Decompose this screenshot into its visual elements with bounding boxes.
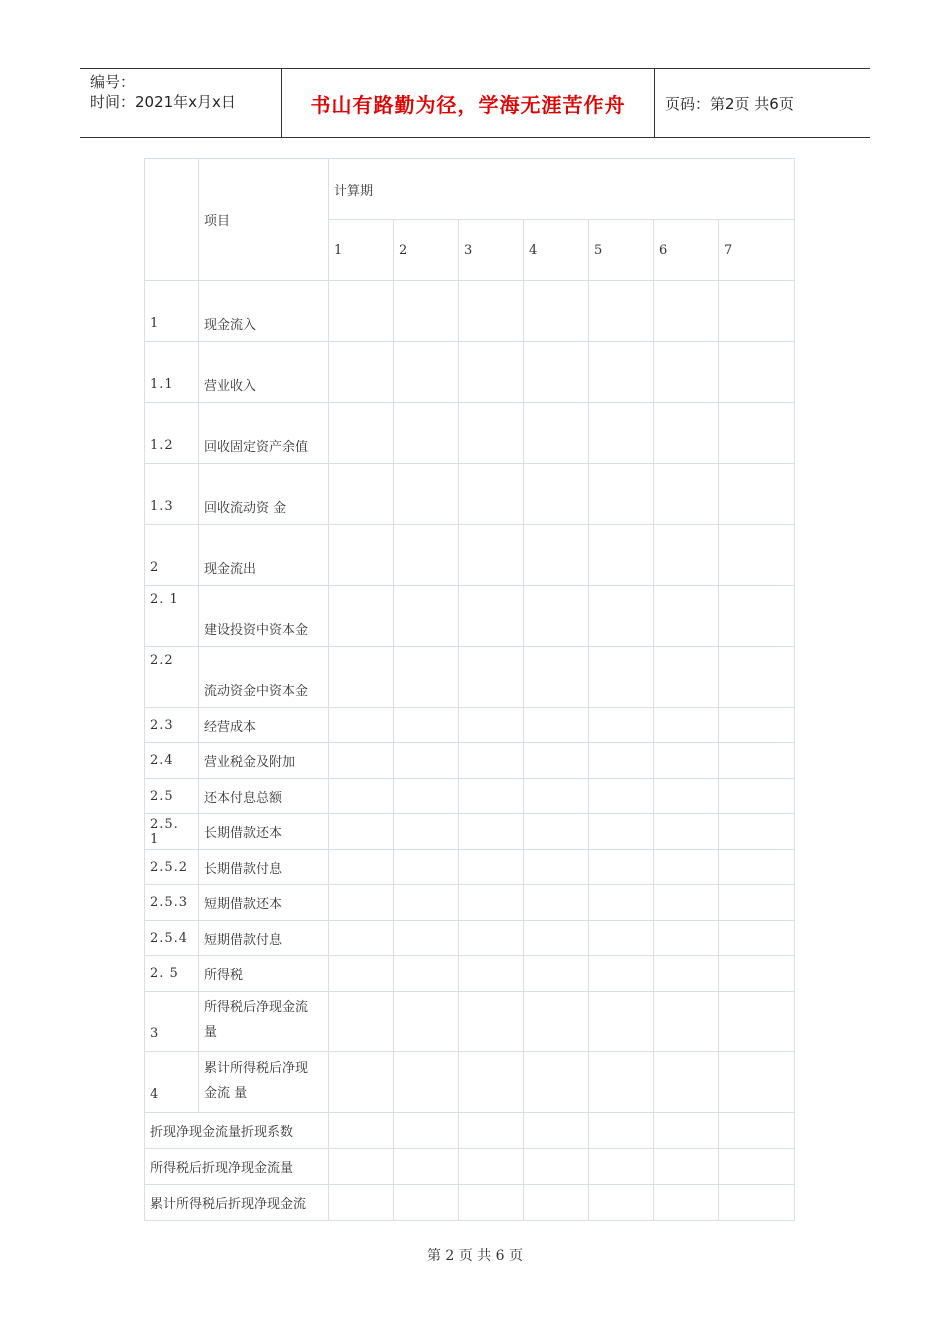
row-number: 2.5.2 <box>145 850 199 885</box>
value-cell[interactable] <box>459 403 524 464</box>
value-cell[interactable] <box>589 342 654 403</box>
row-number: 2.5 <box>145 779 199 814</box>
page-header <box>80 68 870 138</box>
row-item-name: 还本付息总额 <box>199 779 329 814</box>
value-cell[interactable] <box>654 1149 719 1185</box>
value-cell[interactable] <box>459 1113 524 1149</box>
value-cell[interactable] <box>459 647 524 708</box>
value-cell[interactable] <box>524 814 589 850</box>
value-cell[interactable] <box>394 586 459 647</box>
value-cell[interactable] <box>329 779 394 814</box>
value-cell[interactable] <box>589 525 654 586</box>
row-item-name: 所得税 <box>199 956 329 992</box>
row-item-name: 流动资金中资本金 <box>199 647 329 708</box>
row-item-name: 长期借款还本 <box>199 814 329 850</box>
period-col-2: 2 <box>394 220 459 281</box>
value-cell[interactable] <box>459 921 524 956</box>
value-cell[interactable] <box>719 281 795 342</box>
table-row <box>145 885 795 921</box>
row-item-name: 营业税金及附加 <box>199 743 329 779</box>
value-cell[interactable] <box>719 708 795 743</box>
table-row <box>145 464 795 525</box>
summary-label: 折现净现金流量折现系数 <box>145 1113 329 1149</box>
value-cell[interactable] <box>329 647 394 708</box>
value-cell[interactable] <box>459 281 524 342</box>
value-cell[interactable] <box>394 956 459 992</box>
value-cell[interactable] <box>719 956 795 992</box>
value-cell[interactable] <box>589 956 654 992</box>
value-cell[interactable] <box>394 525 459 586</box>
row-number: 2. 1 <box>145 586 199 647</box>
row-number: 2.5.3 <box>145 885 199 921</box>
value-cell[interactable] <box>459 1149 524 1185</box>
period-col-1: 1 <box>329 220 394 281</box>
value-cell[interactable] <box>394 1113 459 1149</box>
value-cell[interactable] <box>329 956 394 992</box>
document-date: 时间：2021年x月x日 <box>90 93 236 111</box>
value-cell[interactable] <box>719 1113 795 1149</box>
value-cell[interactable] <box>524 464 589 525</box>
summary-row <box>145 1185 795 1221</box>
value-cell[interactable] <box>394 992 459 1052</box>
row-number: 2 <box>145 525 199 586</box>
table-row <box>145 708 795 743</box>
value-cell[interactable] <box>524 342 589 403</box>
value-cell[interactable] <box>589 1185 654 1221</box>
value-cell[interactable] <box>719 586 795 647</box>
value-cell[interactable] <box>654 956 719 992</box>
value-cell[interactable] <box>719 921 795 956</box>
value-cell[interactable] <box>459 1185 524 1221</box>
value-cell[interactable] <box>459 814 524 850</box>
value-cell[interactable] <box>524 850 589 885</box>
value-cell[interactable] <box>394 850 459 885</box>
value-cell[interactable] <box>394 1052 459 1113</box>
period-col-4: 4 <box>524 220 589 281</box>
row-item-name-line: 金流 量 <box>204 1086 248 1101</box>
value-cell[interactable] <box>394 342 459 403</box>
row-item-name: 建设投资中资本金 <box>199 586 329 647</box>
value-cell[interactable] <box>524 1185 589 1221</box>
value-cell[interactable] <box>459 779 524 814</box>
value-cell[interactable] <box>329 814 394 850</box>
table-row <box>145 342 795 403</box>
table-row <box>145 403 795 464</box>
row-number: 2.2 <box>145 647 199 708</box>
summary-label: 所得税后折现净现金流量 <box>145 1149 329 1185</box>
value-cell[interactable] <box>329 342 394 403</box>
page-number: 页码：第2页 共6页 <box>665 94 794 113</box>
value-cell[interactable] <box>524 1052 589 1113</box>
value-cell[interactable] <box>589 1149 654 1185</box>
value-cell[interactable] <box>394 743 459 779</box>
value-cell[interactable] <box>589 850 654 885</box>
header-page-cell <box>655 69 870 137</box>
summary-row <box>145 1149 795 1185</box>
table-row <box>145 743 795 779</box>
value-cell[interactable] <box>394 281 459 342</box>
value-cell[interactable] <box>719 743 795 779</box>
table-row <box>145 1052 795 1113</box>
value-cell[interactable] <box>329 743 394 779</box>
table-row <box>145 525 795 586</box>
value-cell[interactable] <box>394 814 459 850</box>
value-cell[interactable] <box>654 743 719 779</box>
period-col-7: 7 <box>719 220 795 281</box>
value-cell[interactable] <box>394 403 459 464</box>
value-cell[interactable] <box>589 464 654 525</box>
table-row <box>145 956 795 992</box>
value-cell[interactable] <box>654 281 719 342</box>
value-cell[interactable] <box>654 1185 719 1221</box>
row-item-name-line: 累计所得税后净现 <box>204 1061 309 1076</box>
value-cell[interactable] <box>589 885 654 921</box>
motto: 书山有路勤为径，学海无涯苦作舟 <box>310 92 626 117</box>
header-info-cell <box>80 69 282 137</box>
value-cell[interactable] <box>589 1052 654 1113</box>
value-cell[interactable] <box>589 743 654 779</box>
period-col-5: 5 <box>589 220 654 281</box>
value-cell[interactable] <box>654 1113 719 1149</box>
value-cell[interactable] <box>524 992 589 1052</box>
row-number: 1.3 <box>145 464 199 525</box>
value-cell[interactable] <box>329 1185 394 1221</box>
table-row <box>145 850 795 885</box>
value-cell[interactable] <box>329 1113 394 1149</box>
value-cell[interactable] <box>524 403 589 464</box>
row-number: 2.3 <box>145 708 199 743</box>
row-number: 2.5.4 <box>145 921 199 956</box>
value-cell[interactable] <box>654 403 719 464</box>
value-cell[interactable] <box>329 281 394 342</box>
value-cell[interactable] <box>524 281 589 342</box>
value-cell[interactable] <box>589 1113 654 1149</box>
value-cell[interactable] <box>589 647 654 708</box>
value-cell[interactable] <box>719 1149 795 1185</box>
value-cell[interactable] <box>394 779 459 814</box>
value-cell[interactable] <box>654 647 719 708</box>
value-cell[interactable] <box>589 708 654 743</box>
value-cell[interactable] <box>719 342 795 403</box>
row-number: 3 <box>145 992 199 1052</box>
value-cell[interactable] <box>524 525 589 586</box>
value-cell[interactable] <box>524 779 589 814</box>
row-item-name: 现金流出 <box>199 525 329 586</box>
table-row <box>145 779 795 814</box>
value-cell[interactable] <box>459 850 524 885</box>
value-cell[interactable] <box>459 885 524 921</box>
value-cell[interactable] <box>654 814 719 850</box>
value-cell[interactable] <box>329 921 394 956</box>
value-cell[interactable] <box>589 921 654 956</box>
table-corner-cell <box>145 159 199 281</box>
project-header: 项目 <box>199 159 329 281</box>
value-cell[interactable] <box>654 1052 719 1113</box>
value-cell[interactable] <box>719 403 795 464</box>
value-cell[interactable] <box>459 992 524 1052</box>
value-cell[interactable] <box>394 1185 459 1221</box>
row-item-name: 长期借款付息 <box>199 850 329 885</box>
value-cell[interactable] <box>719 850 795 885</box>
value-cell[interactable] <box>459 586 524 647</box>
value-cell[interactable] <box>719 814 795 850</box>
value-cell[interactable] <box>524 647 589 708</box>
value-cell[interactable] <box>654 586 719 647</box>
value-cell[interactable] <box>719 525 795 586</box>
value-cell[interactable] <box>329 403 394 464</box>
row-item-name: 回收固定资产余值 <box>199 403 329 464</box>
value-cell[interactable] <box>459 708 524 743</box>
row-number: 1.1 <box>145 342 199 403</box>
value-cell[interactable] <box>459 1052 524 1113</box>
value-cell[interactable] <box>459 956 524 992</box>
value-cell[interactable] <box>654 885 719 921</box>
value-cell[interactable] <box>654 921 719 956</box>
value-cell[interactable] <box>329 586 394 647</box>
document-code: 编号： <box>90 73 136 91</box>
value-cell[interactable] <box>654 992 719 1052</box>
value-cell[interactable] <box>589 281 654 342</box>
row-item-name: 营业收入 <box>199 342 329 403</box>
value-cell[interactable] <box>329 525 394 586</box>
value-cell[interactable] <box>524 743 589 779</box>
value-cell[interactable] <box>654 779 719 814</box>
value-cell[interactable] <box>589 779 654 814</box>
value-cell[interactable] <box>719 992 795 1052</box>
cash-flow-table <box>144 158 794 1221</box>
value-cell[interactable] <box>589 403 654 464</box>
table-row <box>145 586 795 647</box>
table-row <box>145 921 795 956</box>
value-cell[interactable] <box>719 1052 795 1113</box>
table-row <box>145 281 795 342</box>
value-cell[interactable] <box>329 850 394 885</box>
row-number: 2.4 <box>145 743 199 779</box>
value-cell[interactable] <box>524 708 589 743</box>
value-cell[interactable] <box>719 1185 795 1221</box>
row-item-name: 回收流动资 金 <box>199 464 329 525</box>
value-cell[interactable] <box>654 342 719 403</box>
value-cell[interactable] <box>329 1149 394 1185</box>
value-cell[interactable] <box>589 586 654 647</box>
value-cell[interactable] <box>329 992 394 1052</box>
value-cell[interactable] <box>589 992 654 1052</box>
value-cell[interactable] <box>654 850 719 885</box>
period-col-6: 6 <box>654 220 719 281</box>
row-item-name-line: 量 <box>204 1025 218 1040</box>
row-item-name <box>199 992 329 1052</box>
value-cell[interactable] <box>394 921 459 956</box>
value-cell[interactable] <box>459 342 524 403</box>
row-item-name: 短期借款还本 <box>199 885 329 921</box>
value-cell[interactable] <box>394 708 459 743</box>
period-col-3: 3 <box>459 220 524 281</box>
value-cell[interactable] <box>329 708 394 743</box>
table-row <box>145 647 795 708</box>
table-row <box>145 992 795 1052</box>
value-cell[interactable] <box>524 885 589 921</box>
header-motto-cell <box>282 69 655 137</box>
value-cell[interactable] <box>719 779 795 814</box>
value-cell[interactable] <box>394 464 459 525</box>
value-cell[interactable] <box>394 647 459 708</box>
value-cell[interactable] <box>459 525 524 586</box>
row-item-name: 短期借款付息 <box>199 921 329 956</box>
value-cell[interactable] <box>394 1149 459 1185</box>
row-item-name: 经营成本 <box>199 708 329 743</box>
row-item-name <box>199 1052 329 1113</box>
value-cell[interactable] <box>719 464 795 525</box>
row-number: 2. 5 <box>145 956 199 992</box>
value-cell[interactable] <box>719 647 795 708</box>
row-item-name-line: 所得税后净现金流 <box>204 1000 309 1015</box>
value-cell[interactable] <box>654 464 719 525</box>
row-number: 1 <box>145 281 199 342</box>
row-number: 4 <box>145 1052 199 1113</box>
row-number: 1.2 <box>145 403 199 464</box>
summary-label: 累计所得税后折现净现金流 <box>145 1185 329 1221</box>
value-cell[interactable] <box>524 1149 589 1185</box>
value-cell[interactable] <box>719 885 795 921</box>
value-cell[interactable] <box>329 1052 394 1113</box>
value-cell[interactable] <box>394 885 459 921</box>
value-cell[interactable] <box>654 525 719 586</box>
row-item-name: 现金流入 <box>199 281 329 342</box>
row-number: 2.5. 1 <box>145 814 199 850</box>
summary-row <box>145 1113 795 1149</box>
value-cell[interactable] <box>459 464 524 525</box>
value-cell[interactable] <box>524 1113 589 1149</box>
value-cell[interactable] <box>589 814 654 850</box>
value-cell[interactable] <box>524 921 589 956</box>
period-header: 计算期 <box>329 159 795 220</box>
value-cell[interactable] <box>329 885 394 921</box>
value-cell[interactable] <box>329 464 394 525</box>
value-cell[interactable] <box>654 708 719 743</box>
value-cell[interactable] <box>524 956 589 992</box>
value-cell[interactable] <box>459 743 524 779</box>
page-footer: 第 2 页 共 6 页 <box>426 1248 524 1264</box>
value-cell[interactable] <box>524 586 589 647</box>
table-row <box>145 814 795 850</box>
